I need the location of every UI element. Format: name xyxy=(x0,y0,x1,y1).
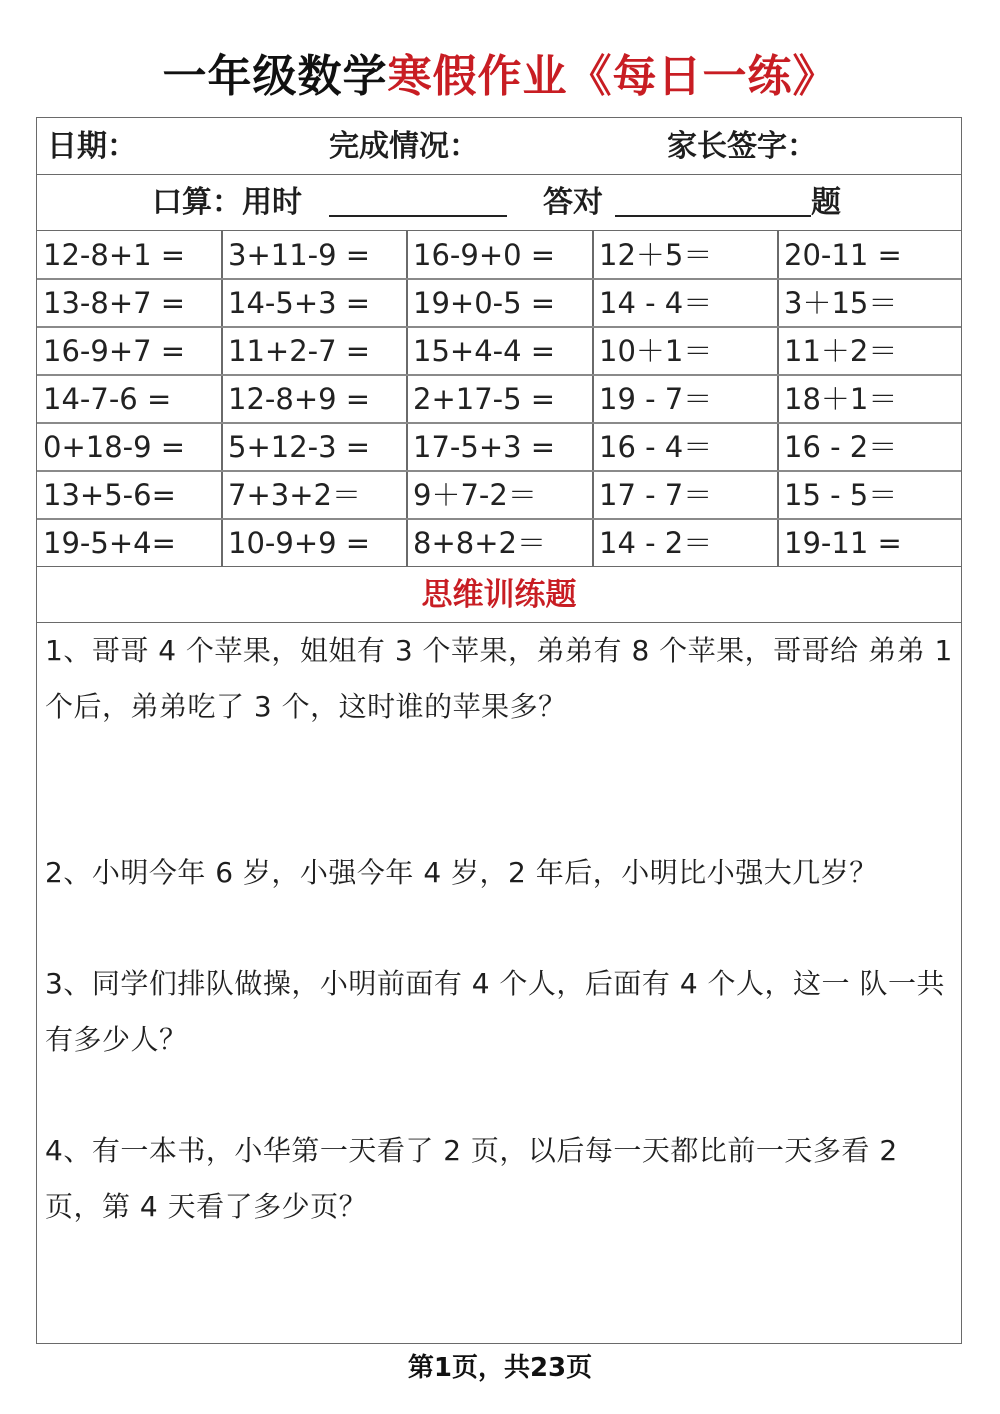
exercise-cell: 15 - 5＝ xyxy=(784,478,898,512)
page-footer: 第1页，共23页 xyxy=(407,1353,593,1383)
exercise-cell: 7+3+2＝ xyxy=(228,478,361,512)
exercise-cell: 12-8+9 = xyxy=(228,382,371,416)
exercise-cell: 2+17-5 = xyxy=(413,382,556,416)
exercise-cell: 20-11 = xyxy=(784,238,902,272)
exercise-cell: 19-11 = xyxy=(784,526,902,560)
exercise-cell: 10＋1＝ xyxy=(599,334,713,368)
exercise-cell: 14-5+3 = xyxy=(228,286,371,320)
exercise-cell: 12-8+1 = xyxy=(43,238,186,272)
exercise-cell: 13+5-6= xyxy=(43,478,176,512)
thinking-section-title: 思维训练题 xyxy=(37,567,961,623)
oral-row xyxy=(37,175,961,231)
exercise-cell: 3+11-9 = xyxy=(228,238,371,272)
exercise-cell: 11+2-7 = xyxy=(228,334,371,368)
exercise-cell: 0+18-9 = xyxy=(43,430,186,464)
exercise-cell: 10-9+9 = xyxy=(228,526,371,560)
exercise-cell: 9＋7-2＝ xyxy=(413,478,537,512)
title-black-part: 一年级数学 xyxy=(162,51,388,102)
exercise-cell: 5+12-3 = xyxy=(228,430,371,464)
unit-label: 题 xyxy=(811,185,841,220)
exercise-cell: 16-9+0 = xyxy=(413,238,556,272)
exercise-cell: 16 - 2＝ xyxy=(784,430,898,464)
exercise-cell: 15+4-4 = xyxy=(413,334,556,368)
exercise-cell: 14 - 2＝ xyxy=(599,526,713,560)
page-title xyxy=(0,42,1000,112)
exercise-cell: 16 - 4＝ xyxy=(599,430,713,464)
exercise-cell: 13-8+7 = xyxy=(43,286,186,320)
question-2: 2、小明今年 6 岁，小强今年 4 岁，2 年后，小明比小强大几岁？ xyxy=(45,856,878,889)
exercise-cell: 18＋1＝ xyxy=(784,382,898,416)
exercise-cell: 14-7-6 = xyxy=(43,382,172,416)
exercise-cell: 14 - 4＝ xyxy=(599,286,713,320)
info-row xyxy=(37,118,961,175)
exercise-cell: 19 - 7＝ xyxy=(599,382,713,416)
exercise-cell: 17-5+3 = xyxy=(413,430,556,464)
exercise-cell: 19+0-5 = xyxy=(413,286,556,320)
exercise-cell: 17 - 7＝ xyxy=(599,478,713,512)
exercise-cell: 3＋15＝ xyxy=(784,286,898,320)
exercise-cell: 8+8+2＝ xyxy=(413,526,546,560)
worksheet xyxy=(36,117,962,1344)
question-3: 3、同学们排队做操，小明前面有 4 个人，后面有 4 个人，这一 队一共有多少人？ xyxy=(45,967,945,1056)
title-red-part: 寒假作业《每日一练》 xyxy=(387,51,838,102)
parent-sign-label: 家长签字： xyxy=(667,129,817,164)
exercise-cell: 11＋2＝ xyxy=(784,334,898,368)
question-1: 1、哥哥 4 个苹果，姐姐有 3 个苹果，弟弟有 8 个苹果，哥哥给 弟弟 1 个后，弟弟吃了 3 个，这时谁的苹果多？ xyxy=(45,634,953,723)
exercise-cell: 12＋5＝ xyxy=(599,238,713,272)
question-4: 4、有一本书，小华第一天看了 2 页，以后每一天都比前一天多看 2 页，第 4 天看了多少页？ xyxy=(45,1134,898,1223)
exercise-cell: 19-5+4= xyxy=(43,526,176,560)
oral-time-label: 口算：用时 xyxy=(152,185,302,220)
exercise-grid xyxy=(37,231,961,567)
date-label: 日期： xyxy=(47,129,137,164)
correct-label: 答对 xyxy=(543,185,603,220)
exercise-cell: 16-9+7 = xyxy=(43,334,186,368)
status-label: 完成情况： xyxy=(329,129,479,164)
